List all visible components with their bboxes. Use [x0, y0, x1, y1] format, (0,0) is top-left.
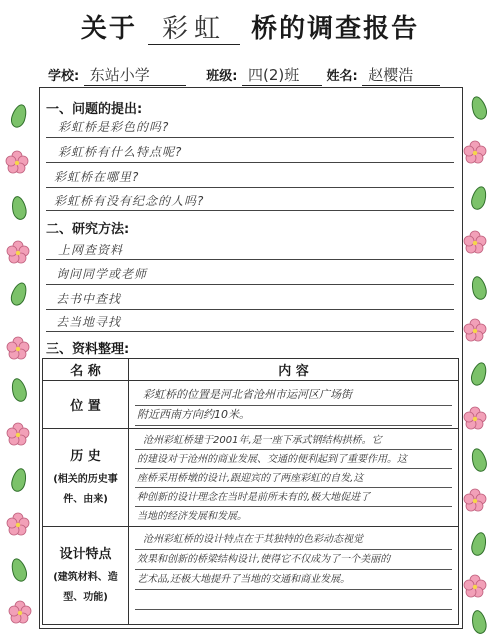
question-1: 彩虹桥是彩色的吗?: [58, 120, 170, 134]
name-value: 赵樱浩: [362, 64, 440, 86]
leaf-decoration: [470, 609, 489, 635]
row-content-location: [129, 381, 459, 429]
title-suffix: 桥的调查报告: [251, 14, 420, 44]
col-content-header: 内 容: [129, 359, 459, 381]
content-line: 座桥采用桥墩的设计,跟迎宾的了两座彩虹的自发,这: [137, 473, 364, 484]
info-line: [48, 64, 468, 86]
table-row: [43, 429, 459, 527]
table-row: [43, 381, 459, 429]
class-value: 四(2)班: [242, 64, 322, 86]
content-line: 效果和创新的桥梁结构设计,使得它不仅成为了一个美丽的: [137, 554, 391, 565]
name-label: 姓名:: [326, 69, 358, 84]
question-3: 彩虹桥在哪里?: [54, 170, 140, 184]
row-content-history: [129, 429, 459, 527]
table-row: [43, 527, 459, 625]
leaf-decoration: [9, 467, 28, 494]
flower-decoration: [463, 406, 487, 430]
flower-decoration: [463, 488, 487, 512]
rule-line: [135, 425, 452, 426]
section3-heading: 三、资料整理:: [46, 342, 130, 357]
row-sublabel: (相关的历史事件、由来): [53, 474, 118, 505]
title-topic: 彩虹: [148, 14, 240, 45]
col-name-header: 名 称: [43, 359, 129, 381]
rule-line: [135, 609, 452, 610]
content-line: 沧州彩虹桥建于2001年,是一座下承式钢结构拱桥。它: [143, 435, 382, 446]
leaf-decoration: [469, 531, 488, 558]
flower-decoration: [5, 150, 29, 174]
row-sublabel: (建筑材料、造型、功能): [53, 572, 118, 603]
school-value: 东站小学: [84, 64, 186, 86]
data-table: [42, 358, 459, 625]
leaf-decoration: [469, 447, 489, 474]
leaf-decoration: [9, 377, 29, 404]
leaf-decoration: [469, 360, 490, 387]
flower-decoration: [8, 600, 32, 624]
rule-line: [46, 331, 454, 332]
leaf-decoration: [9, 556, 30, 583]
row-label-history: [43, 429, 129, 527]
row-label-text: 位 置: [70, 399, 101, 414]
section2-heading: 二、研究方法:: [46, 222, 130, 237]
content-line: 当地的经济发展和发展。: [137, 511, 247, 522]
row-label-text: 历 史: [70, 449, 101, 464]
flower-decoration: [6, 240, 30, 264]
content-line: 沧州彩虹桥的设计特点在于其独特的色彩动态视觉: [143, 534, 363, 545]
rule-line: [46, 162, 454, 163]
school-label: 学校:: [48, 69, 80, 84]
flower-decoration: [6, 422, 30, 446]
flower-decoration: [6, 336, 30, 360]
title-prefix: 关于: [80, 14, 137, 44]
flower-decoration: [463, 230, 487, 254]
rule-line: [46, 259, 454, 260]
rule-line: [46, 210, 454, 211]
leaf-decoration: [469, 275, 488, 302]
leaf-decoration: [9, 102, 30, 129]
rule-line: [46, 284, 454, 285]
report-title: [0, 8, 500, 45]
leaf-decoration: [469, 94, 490, 121]
row-content-design: [129, 527, 459, 625]
method-2: 询问同学或老师: [56, 267, 148, 281]
flower-decoration: [463, 318, 487, 342]
section1-heading: 一、问题的提出:: [46, 102, 143, 117]
method-4: 去当地寻找: [56, 315, 122, 329]
flower-decoration: [463, 574, 487, 598]
method-1: 上网查资料: [58, 243, 124, 257]
leaf-decoration: [10, 195, 29, 221]
content-line: 彩虹桥的位置是河北省沧州市运河区广场街: [143, 388, 352, 401]
leaf-decoration: [8, 280, 29, 307]
table-header-row: [43, 359, 459, 381]
method-3: 去书中查找: [56, 292, 122, 306]
question-4: 彩虹桥有没有纪念的人吗?: [54, 194, 205, 208]
row-label-location: [43, 381, 129, 429]
flower-decoration: [463, 140, 487, 164]
row-label-text: 设计特点: [59, 547, 112, 562]
question-2: 彩虹桥有什么特点呢?: [58, 145, 183, 159]
rule-line: [46, 137, 454, 138]
content-line: 附近西南方向约10米。: [137, 408, 250, 421]
content-line: 的建设对于沧州的商业发展、交通的便利起到了重要作用。这: [137, 454, 407, 465]
content-line: 艺术品,还极大地提升了当地的交通和商业发展。: [137, 574, 351, 585]
flower-decoration: [6, 512, 30, 536]
class-label: 班级:: [206, 69, 238, 84]
row-label-design: [43, 527, 129, 625]
rule-line: [46, 309, 454, 310]
content-line: 种创新的设计理念在当时是前所未有的,极大地促进了: [137, 492, 371, 503]
rule-line: [46, 187, 454, 188]
leaf-decoration: [469, 185, 489, 212]
